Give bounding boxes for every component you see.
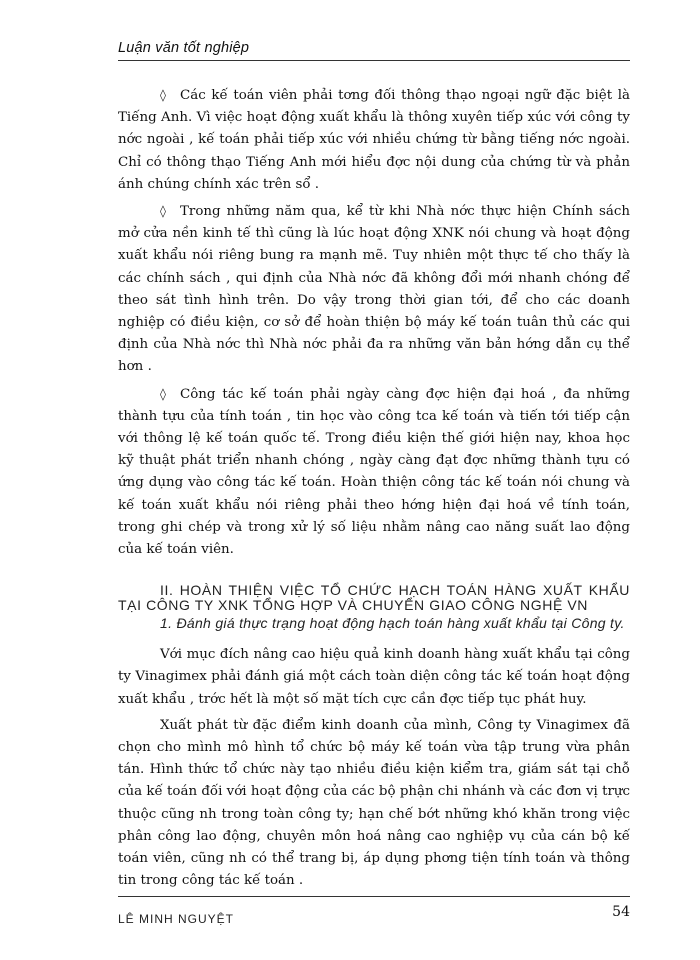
- page-number: 54: [612, 904, 630, 920]
- diamond-bullet-icon: ◊: [160, 204, 166, 219]
- bullet-paragraph-1: [118, 84, 630, 196]
- body-paragraph-2: [118, 715, 630, 893]
- running-header-title: Luận văn tốt nghiệp: [118, 40, 250, 56]
- bullet-text: Các kế toán viên phải tơng đối thông thạo ngoại ngữ đặc biệt là Tiếng Anh. Vì việc hoạt động xuất khẩu là thông xuyên tiếp xúc với công ty nớc ngoài , kế toán phải tiếp xúc với nhiều chứng từ bằng tiếng nớc ngoài. Chỉ có thông thạo Tiếng Anh mới hiểu đợc nội dung của chứng từ và phản ánh chúng chính xác trên sổ .: [118, 88, 630, 192]
- subsection-heading-text: 1. Đánh giá thực trạng hoạt động hạch toán hàng xuất khẩu tại Công ty.: [160, 615, 625, 632]
- paragraph-text: Với mục đích nâng cao hiệu quả kinh doanh hàng xuất khẩu tại công ty Vinagimex phải đánh giá một cách toàn diện công tác kế toán hoạt động xuất khẩu , trớc hết là một số mặt tích cực cần đợc tiếp tục phát huy.: [118, 647, 630, 707]
- subsection-heading: [118, 613, 630, 634]
- diamond-bullet-icon: ◊: [160, 386, 166, 401]
- bullet-paragraph-2: [118, 200, 630, 379]
- section-heading: [118, 583, 630, 613]
- page-body: [118, 84, 630, 897]
- bullet-paragraph-3: [118, 383, 630, 562]
- paragraph-text: Xuất phát từ đặc điểm kinh doanh của mình, Công ty Vinagimex đã chọn cho mình mô hình tổ chức bộ máy kế toán vừa tập trung vừa phân tán. Hình thức tổ chức này tạo nhiều điều kiện kiểm tra, giám sát tại chỗ của kế toán đối với hoạt động của các bộ phận chi nhánh và các đơn vị trực thuộc cũng nh trong toàn công ty; hạn chế bớt những khó khăn trong việc phân công lao động, chuyên môn hoá nâng cao nghiệp vụ của cán bộ kế toán viên, cũng nh có thể trang bị, áp dụng phơng tiện tính toán và thông tin trong công tác kế toán .: [118, 717, 630, 889]
- body-paragraph-1: [118, 644, 630, 711]
- diamond-bullet-icon: ◊: [160, 88, 166, 102]
- bullet-text: Trong những năm qua, kể từ khi Nhà nớc thực hiện Chính sách mở cửa nền kinh tế thì cũng là lúc hoạt động XNK nói chung và hoạt động xuất khẩu nói riêng bung ra mạnh mẽ. Tuy nhiên một thực tế cho thấy là các chính sách , qui định của Nhà nớc đã không đổi mới nhanh chóng để theo sát tình hình trên. Do vậy trong thời gian tới, để cho các doanh nghiệp có điều kiện, cơ sở để hoàn thiện bộ máy kế toán tuân thủ các qui định của Nhà nớc thì Nhà nớc phải đa ra những văn bản hớng dẫn cụ thể hơn .: [118, 204, 630, 375]
- section-heading-text: II. HOÀN THIỆN VIỆC TỔ CHỨC HẠCH TOÁN HÀNG XUẤT KHẨU TẠI CÔNG TY XNK TỔNG HỢP VÀ CHUYỂN GIAO CÔNG NGHỆ VN: [118, 582, 630, 614]
- footer-divider: [118, 896, 630, 897]
- header-divider: [118, 60, 630, 61]
- footer-author: LÊ MINH NGUYỆT: [118, 912, 235, 926]
- bullet-text: Công tác kế toán phải ngày càng đợc hiện đại hoá , đa những thành tựu của tính toán , tin học vào công tca kế toán và tiến tới tiếp cận với thông lệ kế toán quốc tế. Trong điều kiện thế giới hiện nay, khoa học kỹ thuật phát triển nhanh chóng , ngày càng đạt đợc những thành tựu có ứng dụng vào công tác kế toán. Hoàn thiện công tác kế toán nói chung và kế toán xuất khẩu nói riêng phải theo hớng hiện đại hoá về tính toán, trong ghi chép và trong xử lý số liệu nhằm nâng cao năng suất lao động của kế toán viên.: [118, 386, 630, 558]
